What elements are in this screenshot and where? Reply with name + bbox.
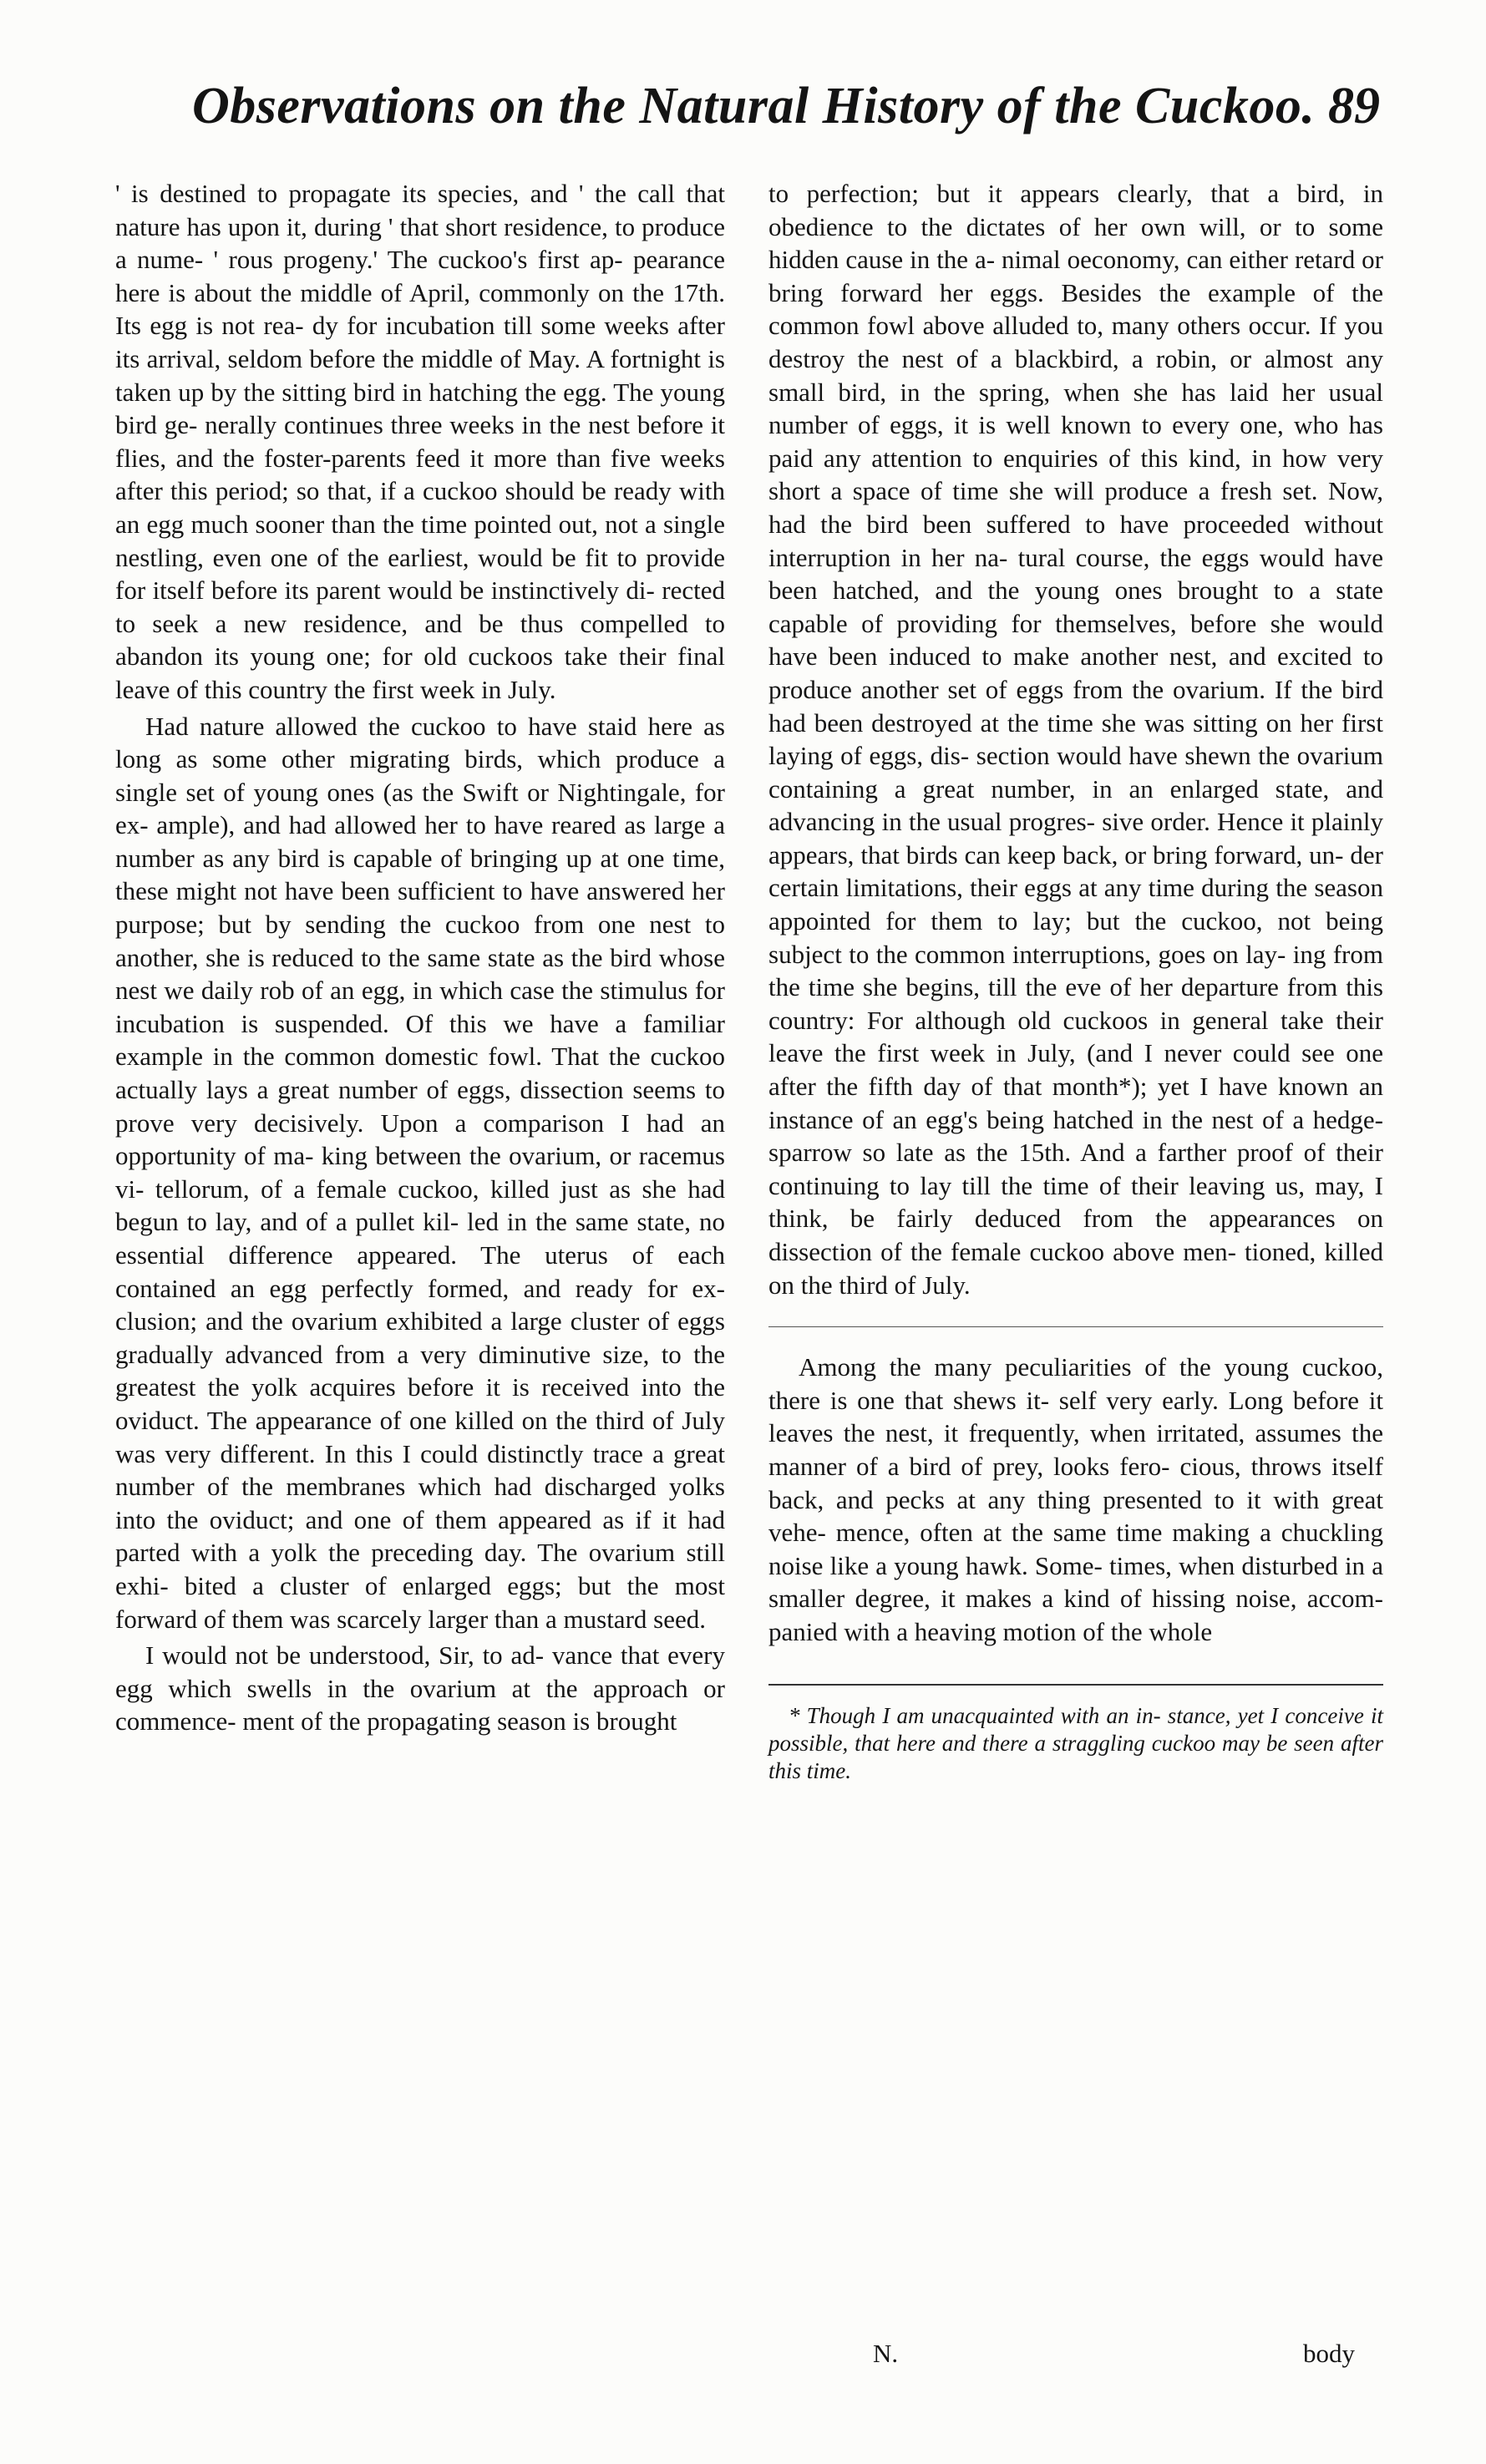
signature-mark: N. [873,2339,899,2368]
left-column [115,177,725,1738]
footnote: * Though I am unacquainted with an in- stance, yet I conceive it possible, that here and there a straggling cuckoo may be seen after this time. [768,1702,1383,1783]
page-number: 89 [1328,78,1380,134]
left-paragraph-3: I would not be understood, Sir, to ad- vance that every egg which swells in the ovarium at the approach or commence- ment of the propagating season is brought [115,1640,725,1736]
running-head: Observations on the Natural History of the Cuckoo. [192,78,1316,134]
left-paragraph-1: ' is destined to propagate its species, and ' the call that nature has upon it, during ' that short residence, to produce a nume- ' rous progeny.' The cuckoo's first ap- pearance here is about the middle of April, commonly on the 17th. Its egg is not rea- dy for incubation till some weeks after its arrival, seldom before the middle of May. A fortnight is taken up by the sitting bird in hatching the egg. The young bird ge- nerally continues three weeks in the nest before it flies, and the foster-parents feed it more than five weeks after this period; so that, if a cuckoo should be ready with an egg much sooner than the time pointed out, not a single nestling, even one of the earliest, would be fit to provide for itself before its parent would be instinctively di- rected to seek a new residence, and be thus compelled to abandon its young one; for old cuckoos take their final leave of this country the first week in July. [115,179,725,704]
right-paragraph-2: Among the many peculiarities of the young cuckoo, there is one that shews it- self very early. Long before it leaves the nest, it frequently, when irritated, assumes the manner of a bird of prey, looks fero- cious, throws itself back, and pecks at any thing presented to it with great vehe- mence, often at the same time making a chuckling noise like a young hawk. Some- times, when disturbed in a smaller degree, it makes a kind of hissing noise, accom- panied with a heaving motion of the whole [768,1352,1383,1646]
right-column [768,177,1383,1785]
catchword: body [1303,2339,1355,2368]
left-paragraph-2: Had nature allowed the cuckoo to have staid here as long as some other migrating birds, which produce a single set of young ones (as the Swift or Nightingale, for ex- ample), and had allowed her to have reared as large a number as any bird is capable of bringing up at one time, these might not have been sufficient to have answered her purpose; but by sending the cuckoo from one nest to another, she is reduced to the same state as the bird whose nest we daily rob of an egg, in which case the stimulus for incubation is suspended. Of this we have a familiar example in the common domestic fowl. That the cuckoo actually lays a great number of eggs, dissection seems to prove very decisively. Upon a comparison I had an opportunity of ma- king between the ovarium, or racemus vi- tellorum, of a female cuckoo, killed just as she had begun to lay, and of a pullet kil- led in the same state, no essential difference appeared. The uterus of each contained an egg perfectly formed, and ready for ex- clusion; and the ovarium exhibited a large cluster of eggs gradually advanced from a very diminutive size, to the greatest the yolk acquires before it is received into the oviduct. The appearance of one killed on the third of July was very different. In this I could distinctly trace a great number of the membranes which had discharged yolks into the oviduct; and one of them appeared as if it had parted with a yolk the preceding day. The ovarium still exhi- bited a cluster of enlarged eggs; but the most forward of them was scarcely larger than a mustard seed. [115,711,725,1634]
section-divider [768,1326,1383,1327]
footnote-rule [768,1684,1383,1686]
right-paragraph-1: to perfection; but it appears clearly, that a bird, in obedience to the dictates of her own will, or to some hidden cause in the a- nimal oeconomy, can either retard or bring forward her eggs. Besides the example of the common fowl above alluded to, many others occur. If you destroy the nest of a blackbird, a robin, or almost any small bird, in the spring, when she has laid her usual number of eggs, it is well known to every one, who has paid any attention to enquiries of this kind, in how very short a space of time she will produce a fresh set. Now, had the bird been suffered to have proceeded without interruption in her na- tural course, the eggs would have been hatched, and the young ones brought to a state capable of providing for themselves, before she would have been induced to make another nest, and excited to produce another set of eggs from the ovarium. If the bird had been destroyed at the time she was sitting on her first laying of eggs, dis- section would have shewn the ovarium containing a great number, in an enlarged state, and advancing in the usual progres- sive order. Hence it plainly appears, that birds can keep back, or bring forward, un- der certain limitations, their eggs at any time during the season appointed for them to lay; but the cuckoo, not being subject to the common interruptions, goes on lay- ing from the time she begins, till the eve of her departure from this country: For although old cuckoos in general take their leave the first week in July, (and I never could see one after the fifth day of that month*); yet I have known an instance of an egg's being hatched in the nest of a hedge-sparrow so late as the 15th. And a farther proof of their continuing to lay till the time of their leaving us, may, I think, be fairly deduced from the appearances on dissection of the female cuckoo above men- tioned, killed on the third of July. [768,179,1383,1300]
